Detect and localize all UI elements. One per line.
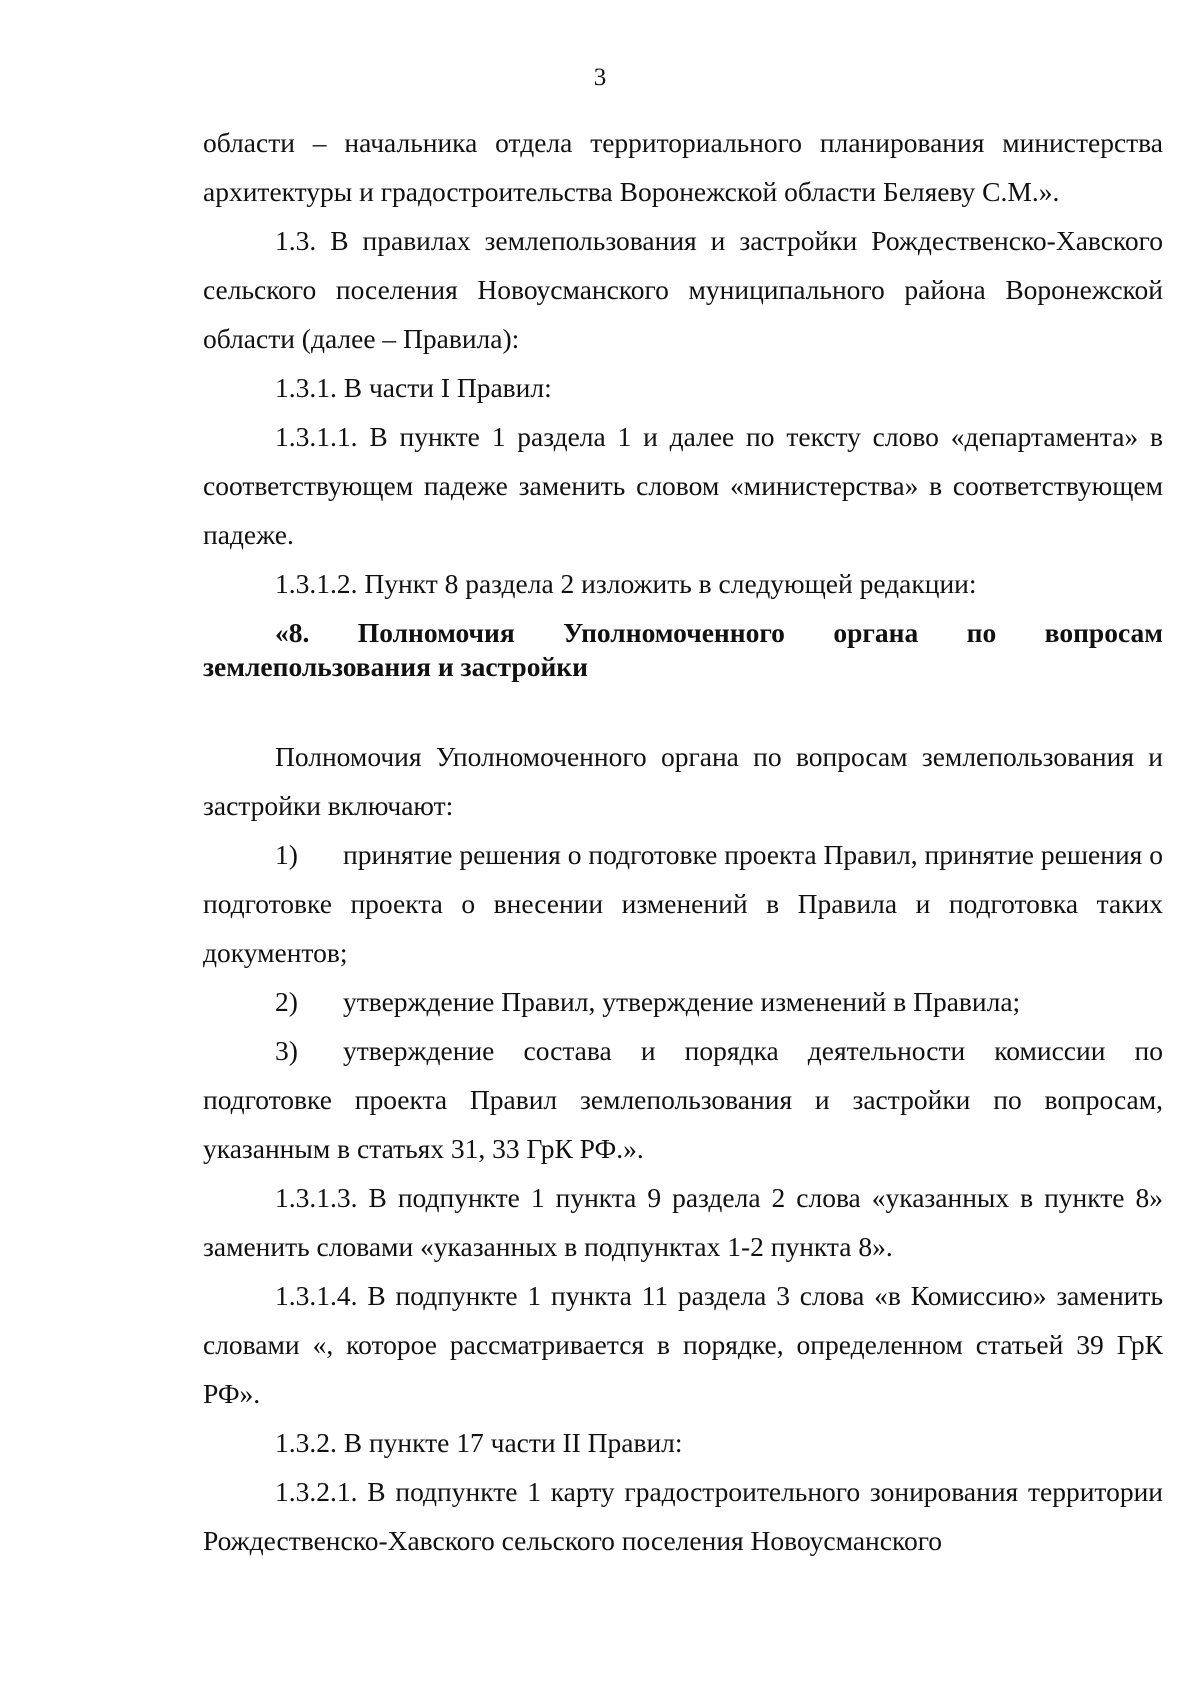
section-heading: «8. Полномочия Уполномоченного органа по вопросам землепользования и застройки (203, 617, 1163, 682)
paragraph-1-3-2-1: 1.3.2.1. В подпункте 1 карту градостроительного зонирования территории Рождественско-Хавского сельского поселения Новоусманского (203, 1476, 1163, 1556)
list-item-2 (203, 977, 1163, 1026)
list-item-text: утверждение состава и порядка деятельности комиссии по подготовке проекта Правил землепользования и застройки по вопросам, указанным в статьях 31, 33 ГрК РФ.». (203, 1035, 1163, 1164)
list-item-number: 2) (275, 986, 298, 1017)
paragraph-1-3-1-4: 1.3.1.4. В подпункте 1 пункта 11 раздела 3 слова «в Комиссию» заменить словами «, которое рассматривается в порядке, определенном статьей 39 ГрК РФ». (203, 1280, 1163, 1409)
list-item-1 (203, 830, 1163, 977)
paragraph-1-3-1-3: 1.3.1.3. В подпункте 1 пункта 9 раздела 2 слова «указанных в пункте 8» заменить словами «указанных в подпунктах 1-2 пункта 8». (203, 1182, 1163, 1262)
list-item-text: утверждение Правил, утверждение изменений в Правила; (343, 986, 1021, 1017)
list-item-text: принятие решения о подготовке проекта Правил, принятие решения о подготовке проекта о внесении изменений в Правила и подготовка таких документов; (203, 839, 1163, 968)
spacer (203, 684, 1163, 732)
paragraph-1-3-1-1: 1.3.1.1. В пункте 1 раздела 1 и далее по тексту слово «департамента» в соответствующем падеже заменить словом «министерства» в соответствующем падеже. (203, 421, 1163, 550)
page-number: 3 (593, 64, 607, 91)
paragraph-1-3-1-2: 1.3.1.2. Пункт 8 раздела 2 изложить в следующей редакции: (275, 568, 977, 599)
list-item-number: 1) (275, 839, 298, 870)
list-item-number: 3) (275, 1035, 298, 1066)
paragraph-powers-intro: Полномочия Уполномоченного органа по вопросам землепользования и застройки включают: (203, 741, 1163, 821)
paragraph-continuation: области – начальника отдела территориального планирования министерства архитектуры и градостроительства Воронежской области Беляеву С.М.». (203, 127, 1163, 207)
document-body (203, 118, 1163, 1565)
paragraph-1-3-1: 1.3.1. В части I Правил: (275, 372, 552, 403)
list-item-3 (203, 1026, 1163, 1173)
paragraph-1-3: 1.3. В правилах землепользования и застройки Рождественско-Хавского сельского поселения Новоусманского муниципального района Воронежской области (далее – Правила): (203, 225, 1163, 354)
paragraph-1-3-2: 1.3.2. В пункте 17 части II Правил: (275, 1427, 683, 1458)
